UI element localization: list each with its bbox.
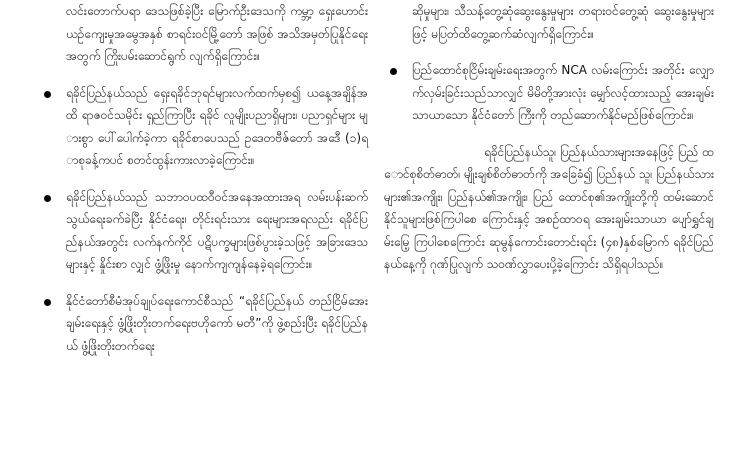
bullet-icon [390,68,397,75]
list-item-text: ရခိုင်ပြည်နယ်သည် ရှေးရခိုင်ဘုရင်များလက်ထက်မှစ၍ ယနေ့အချိန်အထိ ရာဇဝင်သမိုင်း ရှည်ကြာပြီး ရခိုင် လူမျိုးပညာရှိများ၊ ပညာရှင်များ များစွာ ပေါ်ပေါက်ခဲ့ကာ ရခိုင်စာပေသည် ဥဒေတဗီဇ်တော် အဒေီ (၁)ရာစုခန့်ကပင် စတင်ထွန်းကားလာခဲ့ကြောင်း။ [66,85,368,167]
list-item [38,0,368,68]
bullet-icon [44,195,51,202]
closing-paragraph: ရခိုင်ပြည်နယ်သူ၊ ပြည်နယ်သားများအနေဖြင့် ပြည် ထောင်စုစိတ်ဓာတ်၊ မျိုးချစ်စိတ်ဓာတ်ကို အခြေခံ၍ ပြည်နယ် သူ၊ ပြည်နယ်သားများ၏အကျိုး၊ ပြည်နယ်၏အကျိုး၊ ပြည် ထောင်စု၏အကျိုးတို့ကို ထမ်းဆောင်နိုင်သူများဖြစ်ကြပါစေ ကြောင်းနှင့် အစဉ်ထာဝရ အေးချမ်းသာယာ ပျော်ရွှင်ချမ်းမြေ့ ကြပါစေကြောင်း ဆုမွန်ကောင်းတောင်းရင်း (၄၈)နှစ်မြောက် ရခိုင်ပြည်နယ်နေ့ကို ဂုဏ်ပြုလျက် သဝဏ်လွှာပေးပို့ခဲ့ကြောင်း သိရှိရပါသည်။ [384,144,714,271]
list-item [38,82,368,172]
list-item-text: ရခိုင်ပြည်နယ်သည် သဘာဝပထဝီဝင်အနေအထားအရ လမ်းပန်းဆက်သွယ်ရေးခက်ခဲပြီး နိုင်ငံရေး၊ တိုင်းရင်းသား ရေးများအရလည်း ရခိုင်ပြည်နယ်အတွင်း လက်နက်ကိုင် ပဋိပက္ခများဖြစ်ပွားခဲ့သဖြင့် အခြားဒေသများနှင့် နှိုင်းစာ လျှင် ဖွံ့ဖြိုးမှု နောက်ကျကျန်နေခဲ့ရကြောင်း။ [66,189,368,271]
list-item [384,0,714,45]
left-column [38,0,368,371]
list-item-text: ပြည်ထောင်စုငြိမ်းချမ်းရေးအတွက် NCA လမ်းကြောင်း အတိုင်း လျှောက်လှမ်းခြင်းသည်သာလျှင် မိမိတို့အားလုံး မျှော်လင့်ထားသည့် အေးချမ်းသာယာသော နိုင်ငံတော် ကြီးကို တည်ဆောက်နိုင်မည်ဖြစ်ကြောင်း။ [412,63,714,122]
list-item [384,59,714,127]
list-item-text: နိုင်ငံတော်စီမံအုပ်ချုပ်ရေးကောင်စီသည် “ရခိုင်ပြည်နယ် တည်ငြိမ်အေးချမ်းရေးနှင့် ဖွံ့ဖြိုးတိုးတက်ရေးဗဟိုကော် မတီ”ကို ဖွဲ့စည်းပြီး ရခိုင်ပြည်နယ် ဖွံ့ဖြိုးတိုးတက်ရေး [66,293,368,353]
list-item-text: လင်းတောက်ပရာ ဒေသဖြစ်ခဲ့ပြီး မြောက်ဦးဒေသကို ကမ္ဘာ့ ရှေးဟောင်း ယဉ်ကျေးမှုအမွေအနှစ် စာရင်းဝင်မြို့တော် အဖြစ် အသိအမှတ်ပြုနိုင်ရေးအတွက် ကြိုးပမ်းဆောင်ရွက် လျက်ရှိကြောင်း။ [66,4,368,63]
bullet-icon [44,91,51,98]
right-column [384,0,714,276]
list-item [38,290,368,358]
list-item-text: ဆိုမှုများ၊ သီသန့်တွေ့ဆုံဆွေးနွေးမှုများ တရားဝင်တွေ့ဆုံ ဆွေးနွေးမှုများဖြင့် မပြတ်ထိတွေ့ဆက်ဆံလျက်ရှိကြောင်း။ [412,4,714,41]
list-item [38,186,368,276]
bullet-icon [44,299,51,306]
